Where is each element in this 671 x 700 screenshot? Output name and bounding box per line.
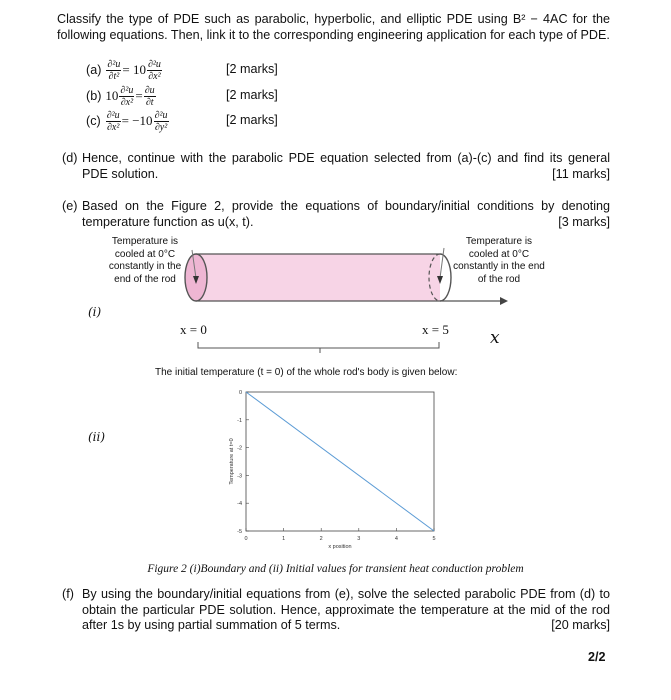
x-tick-label: 5 <box>432 536 436 542</box>
rhs-fraction <box>147 59 162 82</box>
initial-condition-note: The initial temperature (t = 0) of the whole rod's body is given below: <box>155 367 458 378</box>
y-tick-label: -1 <box>237 417 242 424</box>
x-axis-title: x position <box>328 544 352 550</box>
rod-body <box>196 254 440 301</box>
x-axis-arrow-icon <box>500 297 508 305</box>
lhs-fraction <box>106 59 121 82</box>
note-line: Temperature is <box>465 236 533 247</box>
part-e-text: Based on the Figure 2, provide the equations of boundary/initial conditions by denoting temperature function as u(x, t). <box>82 199 610 229</box>
rhs-fraction <box>144 85 156 108</box>
part-f-label: (f) <box>62 587 74 601</box>
part-e-label: (e) <box>62 199 78 213</box>
x-tick-label: 4 <box>394 536 398 542</box>
equals-sign: = <box>135 88 143 103</box>
part-e-marks: [3 marks] <box>558 214 610 229</box>
part-d-text: Hence, continue with the parabolic PDE equation selected from (a)-(c) and find its general PDE solution. <box>82 151 610 181</box>
lhs-coefficient: 10 <box>105 88 119 103</box>
denominator: ∂y² <box>154 121 168 133</box>
numerator: ∂²u <box>106 109 120 121</box>
numerator: ∂²u <box>107 58 121 70</box>
lhs-fraction <box>106 110 121 133</box>
note-line: end of the rod <box>114 273 176 285</box>
part-f <box>62 587 610 634</box>
x-tick-label: 3 <box>357 536 361 542</box>
note-line: constantly in the end <box>453 261 545 272</box>
equation-marks: [2 marks] <box>226 88 278 102</box>
x0-label: x = 0 <box>180 322 207 337</box>
note-line: of the rod <box>477 273 521 285</box>
numerator: ∂²u <box>147 58 161 70</box>
intro-text: Classify the type of PDE such as parabolic, hyperbolic, and elliptic PDE using B² − 4AC for the following equations. Then, link it to the corresponding engineering application for each type of PDE. <box>57 12 610 42</box>
subfigure-ii-label: (ii) <box>88 430 106 444</box>
part-e <box>62 199 610 230</box>
rhs-fraction <box>154 110 169 133</box>
subfigure-i-label: (i) <box>88 305 102 319</box>
x-axis-label: x <box>490 328 500 348</box>
note-line: Temperature is <box>111 236 179 247</box>
numerator: ∂²u <box>154 109 168 121</box>
numerator: ∂u <box>144 84 155 96</box>
x-tick-label: 0 <box>244 536 248 542</box>
note-line: cooled at 0°C <box>114 248 176 260</box>
equation-c <box>86 109 170 133</box>
equation-a <box>86 58 163 82</box>
page-number: 2/2 <box>588 650 606 664</box>
y-tick-label: -2 <box>237 445 242 452</box>
equation-b <box>86 84 157 108</box>
x-tick-label: 2 <box>319 536 323 542</box>
note-line: cooled at 0°C <box>468 248 530 260</box>
note-line: constantly in the <box>108 261 182 272</box>
y-tick-label: -4 <box>237 501 242 508</box>
y-tick-label: -3 <box>237 473 242 480</box>
part-d-marks: [11 marks] <box>552 166 610 181</box>
equation-label: (b) <box>86 89 102 103</box>
part-d-label: (d) <box>62 151 78 165</box>
part-d <box>62 151 610 182</box>
denominator: ∂x² <box>148 70 161 82</box>
equation-label: (a) <box>86 63 102 77</box>
rod-diagram <box>0 240 671 360</box>
x-tick-label: 1 <box>282 536 286 542</box>
y-tick-label: 0 <box>238 390 242 396</box>
equation-marks: [2 marks] <box>226 113 278 127</box>
equals-sign: = 10 <box>122 62 146 77</box>
denominator: ∂x² <box>106 121 120 133</box>
figure-caption: Figure 2 (i)Boundary and (ii) Initial values for transient heat conduction problem <box>147 563 524 575</box>
initial-temperature-chart <box>220 385 450 555</box>
numerator: ∂²u <box>120 84 134 96</box>
part-f-marks: [20 marks] <box>551 618 610 632</box>
denominator: ∂t² <box>108 70 120 82</box>
equation-marks: [2 marks] <box>226 62 278 76</box>
part-f-text: By using the boundary/initial equations from (e), solve the selected parabolic PDE from (d) to obtain the particular PDE solution. Hence, approximate the temperature at the mid of the rod after 1s by using partial summation of 5 terms. <box>82 587 610 632</box>
equals-sign: = −10 <box>121 113 153 128</box>
equation-label: (c) <box>86 114 101 128</box>
lhs-fraction <box>119 85 134 108</box>
y-tick-label: -5 <box>237 529 242 535</box>
x5-label: x = 5 <box>422 322 449 337</box>
denominator: ∂x² <box>120 96 134 108</box>
denominator: ∂t <box>145 96 154 108</box>
y-axis-title: Temperature at t=0 <box>229 438 235 485</box>
